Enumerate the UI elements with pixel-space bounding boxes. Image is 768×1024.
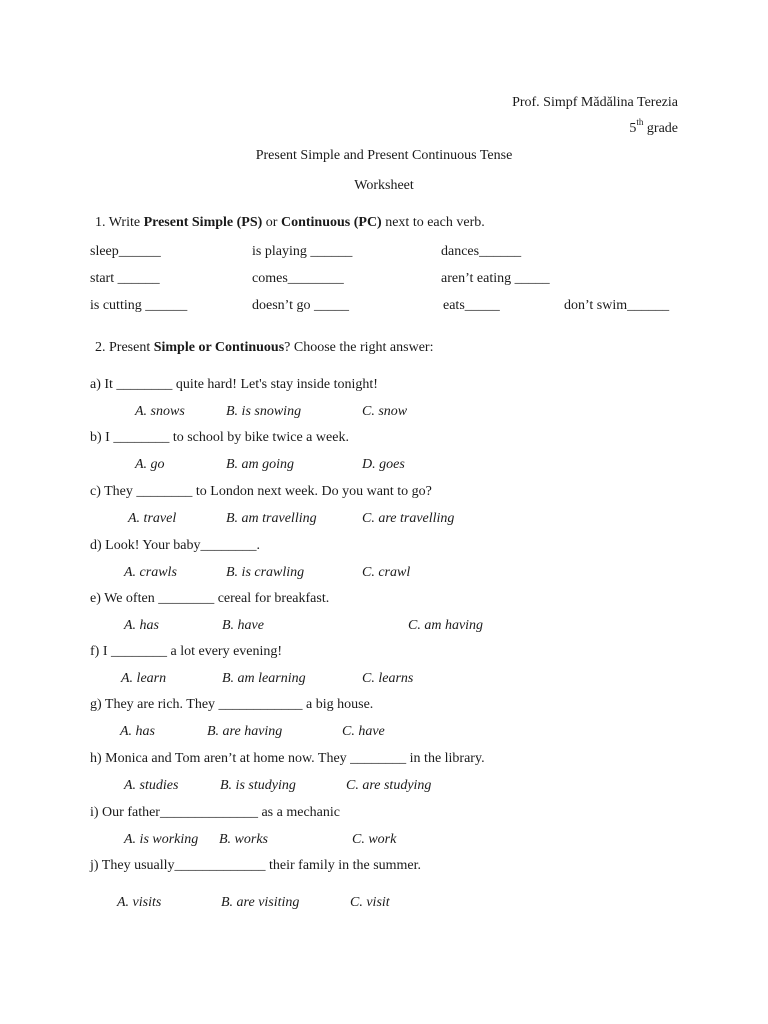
option-b: B. am travelling [226, 511, 317, 526]
option-c: C. learns [362, 671, 414, 686]
option-a: A. learn [121, 671, 167, 686]
ex1-text-1: 1. Write [95, 215, 144, 230]
option-a: A. studies [124, 778, 179, 793]
option-c: C. are travelling [362, 511, 455, 526]
option-b: B. am going [226, 457, 295, 472]
option-c: C. work [352, 832, 397, 847]
question-f: f) I ________ a lot every evening! [90, 644, 283, 659]
ex1-bold-1: Present Simple (PS) [143, 215, 263, 230]
option-c: C. snow [362, 404, 408, 419]
ex1-bold-2: Continuous (PC) [280, 215, 382, 230]
verb-item: sleep______ [90, 244, 161, 259]
question-c: c) They ________ to London next week. Do you want to go? [90, 484, 432, 499]
ex2-text-1: 2. Present [95, 340, 154, 355]
question-e: e) We often ________ cereal for breakfast. [90, 591, 330, 606]
option-a: A. visits [117, 895, 162, 910]
option-a: A. is working [124, 832, 199, 847]
ex1-text-2: or [262, 215, 281, 230]
option-c: C. crawl [362, 565, 411, 580]
author-line: Prof. Simpf Mădălina Terezia [512, 95, 678, 110]
verb-item: dances______ [441, 244, 522, 259]
question-h: h) Monica and Tom aren’t at home now. They ________ in the library. [90, 751, 485, 766]
worksheet-title: Present Simple and Present Continuous Tense [255, 148, 513, 163]
option-c: C. have [342, 724, 385, 739]
option-a: A. travel [128, 511, 177, 526]
question-b: b) I ________ to school by bike twice a week. [90, 430, 349, 445]
question-a: a) It ________ quite hard! Let's stay inside tonight! [90, 377, 378, 392]
option-b: B. is crawling [226, 565, 305, 580]
option-a: A. crawls [124, 565, 177, 580]
option-b: B. works [219, 832, 268, 847]
question-i: i) Our father______________ as a mechanic [90, 805, 340, 820]
option-c: C. am having [408, 618, 484, 633]
verb-item: start ______ [90, 271, 160, 286]
grade-word: grade [643, 121, 678, 136]
ex2-bold-1: Simple or Continuous [153, 340, 285, 355]
grade-number: 5 [629, 121, 637, 136]
ex1-text-3: next to each verb. [381, 215, 485, 230]
option-a: A. go [135, 457, 165, 472]
option-c: C. visit [350, 895, 390, 910]
option-b: B. are having [207, 724, 283, 739]
ex2-text-2: ? Choose the right answer: [284, 340, 434, 355]
verb-item: doesn’t go _____ [252, 298, 349, 313]
option-a: A. has [124, 618, 159, 633]
verb-item: don’t swim______ [564, 298, 670, 313]
verb-item: is cutting ______ [90, 298, 188, 313]
option-b: B. are visiting [221, 895, 300, 910]
verb-item: comes________ [252, 271, 344, 286]
question-j: j) They usually_____________ their family in the summer. [90, 858, 422, 873]
option-a: A. has [120, 724, 155, 739]
exercise-2-instruction [95, 339, 433, 357]
grade-ordinal: th [636, 117, 644, 128]
question-d: d) Look! Your baby________. [90, 538, 260, 553]
verb-item: is playing ______ [252, 244, 353, 259]
verb-item: aren’t eating _____ [441, 271, 550, 286]
exercise-1-instruction [95, 214, 485, 232]
option-c: D. goes [362, 457, 405, 472]
option-b: B. am learning [222, 671, 306, 686]
worksheet-subtitle: Worksheet [354, 178, 414, 193]
question-g: g) They are rich. They ____________ a big house. [90, 697, 374, 712]
option-b: B. have [222, 618, 264, 633]
option-c: C. are studying [346, 778, 432, 793]
grade-line [629, 117, 678, 138]
option-a: A. snows [135, 404, 185, 419]
verb-item: eats_____ [443, 298, 500, 313]
option-b: B. is snowing [226, 404, 302, 419]
option-b: B. is studying [220, 778, 296, 793]
